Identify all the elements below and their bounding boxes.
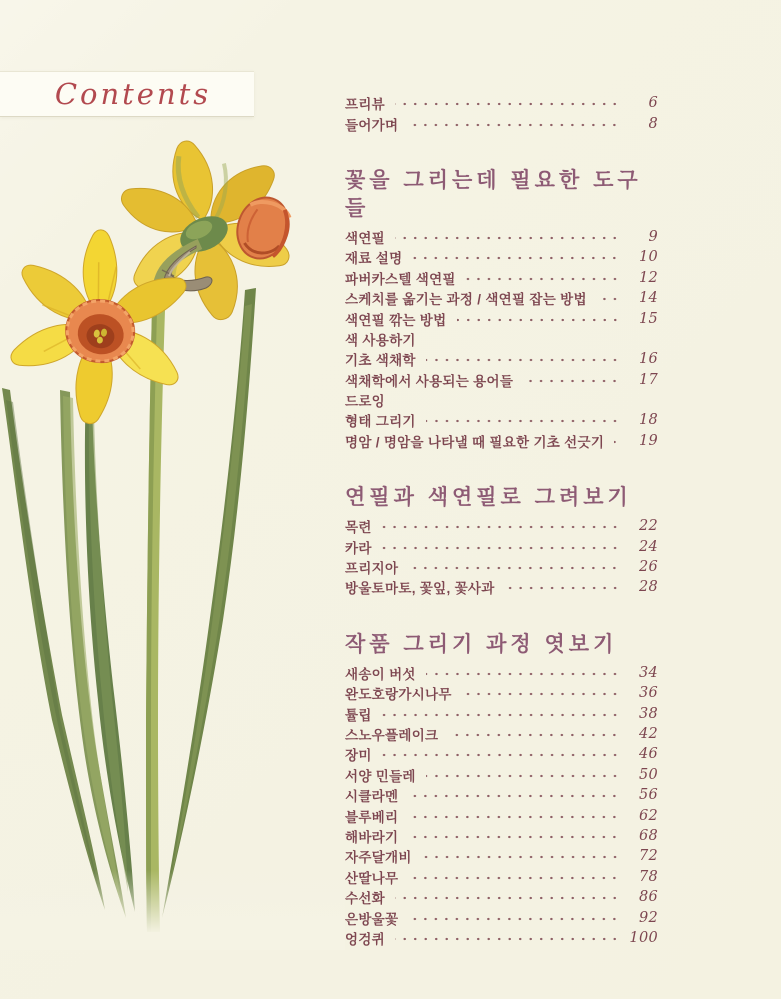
toc-entry-label: 기초 색채학	[345, 353, 416, 369]
toc-entry-page-number: 72	[638, 848, 658, 865]
toc-entry-label: 프리지아	[345, 561, 399, 577]
dot-leader	[426, 774, 620, 778]
toc-entry-label: 재료 설명	[345, 251, 403, 267]
toc-entry-label: 서양 민들레	[345, 768, 416, 784]
toc-entry	[345, 329, 658, 349]
toc-entry-page-number: 16	[638, 351, 658, 368]
toc-entry	[345, 390, 658, 410]
toc-entry	[345, 227, 658, 247]
toc-entry-page-number: 22	[638, 518, 658, 535]
toc-entry	[345, 805, 658, 825]
dot-leader	[395, 937, 620, 941]
toc-entry	[345, 907, 658, 927]
toc-entry-label: 형태 그리기	[345, 414, 416, 430]
toc-entry-page-number: 68	[638, 827, 658, 844]
toc-entry-label: 새송이 버섯	[345, 666, 416, 682]
toc-entry-page-number: 26	[638, 559, 658, 576]
toc-entry-label: 해바라기	[345, 829, 399, 845]
table-of-contents	[345, 93, 658, 948]
dot-leader	[412, 256, 620, 260]
dot-leader	[426, 672, 620, 676]
toc-entry	[345, 308, 658, 328]
toc-entry	[345, 247, 658, 267]
dot-leader	[382, 525, 620, 529]
toc-entry-page-number: 56	[638, 787, 658, 804]
toc-entry	[345, 785, 658, 805]
toc-entry	[345, 113, 658, 133]
dot-leader	[408, 815, 620, 819]
toc-entry	[345, 765, 658, 785]
toc-entry-page-number: 9	[648, 228, 658, 245]
toc-entry-label: 블루베리	[345, 809, 399, 825]
daffodil-illustration	[0, 140, 335, 940]
toc-entry-page-number: 18	[638, 412, 658, 429]
toc-entry-label: 산딸나무	[345, 870, 399, 886]
toc-entry	[345, 577, 658, 597]
toc-entry-label: 색연필 깎는 방법	[345, 312, 447, 328]
toc-entry-page-number: 86	[638, 889, 658, 906]
dot-leader	[395, 102, 620, 106]
toc-entry	[345, 268, 658, 288]
toc-entry-label: 스노우플레이크	[345, 728, 439, 743]
toc-entry	[345, 826, 658, 846]
dot-leader	[382, 546, 620, 550]
toc-entry	[345, 288, 658, 308]
page-title: Contents	[54, 77, 212, 111]
toc-entry-page-number: 36	[638, 685, 658, 702]
toc-entry-label: 파버카스텔 색연필	[345, 271, 456, 287]
toc-entry-label: 스케치를 옮기는 과정 / 색연필 잡는 방법	[345, 292, 587, 308]
toc-entry-label: 색 사용하기	[345, 332, 416, 348]
toc-entry-page-number: 34	[638, 664, 658, 681]
toc-entry	[345, 744, 658, 764]
dot-leader	[408, 876, 620, 880]
toc-entry-label: 색채학에서 사용되는 용어들	[345, 373, 514, 389]
toc-entry-label: 은방울꽃	[345, 911, 399, 927]
toc-entry-label: 프리뷰	[345, 97, 386, 113]
toc-entry-page-number: 38	[638, 705, 658, 722]
dot-leader	[382, 753, 620, 757]
toc-entry	[345, 887, 658, 907]
toc-entry-page-number: 8	[648, 115, 658, 132]
toc-entry-page-number: 12	[638, 269, 658, 286]
toc-entry	[345, 93, 658, 113]
contents-title-band	[0, 71, 254, 117]
toc-entry-page-number: 19	[638, 432, 658, 449]
toc-entry-page-number: 17	[638, 371, 658, 388]
toc-entry	[345, 410, 658, 430]
toc-entry-label: 방울토마토, 꽃잎, 꽃사과	[345, 581, 495, 597]
dot-leader	[408, 123, 620, 127]
toc-entry	[345, 370, 658, 390]
toc-entry-page-number: 62	[638, 807, 658, 824]
toc-entry	[345, 867, 658, 887]
toc-entry-page-number: 10	[638, 249, 658, 266]
toc-entry-page-number: 46	[638, 746, 658, 763]
toc-entry-page-number: 100	[629, 929, 658, 946]
toc-entry	[345, 663, 658, 683]
dot-leader	[457, 318, 621, 322]
dot-leader	[614, 440, 620, 444]
daffodil-svg	[0, 140, 335, 940]
dot-leader	[462, 692, 620, 696]
toc-entry-page-number: 24	[638, 538, 658, 555]
toc-entry-label: 명암 / 명암을 나타낼 때 필요한 기초 선긋기	[345, 434, 605, 450]
toc-entry-page-number: 78	[638, 868, 658, 885]
toc-entry-label: 목련	[345, 520, 372, 536]
dot-leader	[408, 917, 620, 921]
dot-leader	[408, 566, 620, 570]
toc-entry-label: 튤립	[345, 707, 372, 723]
toc-entry	[345, 724, 658, 744]
toc-entry	[345, 928, 658, 948]
toc-entry-label: 자주달개비	[345, 850, 412, 866]
toc-entry-page-number: 42	[638, 726, 658, 742]
dot-leader	[382, 713, 620, 717]
toc-entry	[345, 431, 658, 451]
toc-entry-label: 카라	[345, 540, 372, 556]
toc-entry-page-number: 92	[638, 909, 658, 926]
toc-section-heading: 꽃을 그리는데 필요한 도구들	[345, 168, 642, 220]
toc-entry	[345, 516, 658, 536]
toc-entry	[345, 557, 658, 577]
toc-entry	[345, 683, 658, 703]
toc-entry-page-number: 14	[638, 290, 658, 307]
dot-leader	[408, 794, 620, 798]
toc-section-heading: 연필과 색연필로 그려보기	[345, 486, 632, 510]
toc-entry-label: 수선화	[345, 891, 386, 907]
toc-entry-label: 장미	[345, 748, 372, 764]
toc-entry-label: 들어가며	[345, 117, 399, 133]
toc-entry	[345, 703, 658, 723]
toc-entry-label: 시클라멘	[345, 789, 399, 805]
dot-leader	[466, 277, 620, 281]
toc-entry-label: 엉겅퀴	[345, 931, 386, 947]
toc-entry-label: 완도호랑가시나무	[345, 687, 452, 703]
toc-section-heading: 작품 그리기 과정 엿보기	[345, 632, 618, 656]
dot-leader	[426, 419, 620, 423]
dot-leader	[448, 733, 620, 737]
toc-entry-page-number: 50	[638, 766, 658, 783]
toc-entry-page-number: 15	[638, 310, 658, 327]
toc-entry-label: 드로잉	[345, 394, 386, 410]
dot-leader	[426, 358, 620, 362]
dot-leader	[505, 586, 620, 590]
dot-leader	[523, 379, 620, 383]
dot-leader	[597, 297, 620, 301]
dot-leader	[395, 236, 620, 240]
stems-and-leaves	[2, 288, 256, 932]
toc-entry-page-number: 6	[648, 95, 658, 112]
dot-leader	[395, 896, 620, 900]
toc-entry-page-number: 28	[638, 579, 658, 596]
dot-leader	[408, 835, 620, 839]
toc-entry	[345, 846, 658, 866]
toc-entry	[345, 536, 658, 556]
dot-leader	[422, 855, 620, 859]
toc-entry	[345, 349, 658, 369]
toc-entry-label: 색연필	[345, 230, 386, 246]
